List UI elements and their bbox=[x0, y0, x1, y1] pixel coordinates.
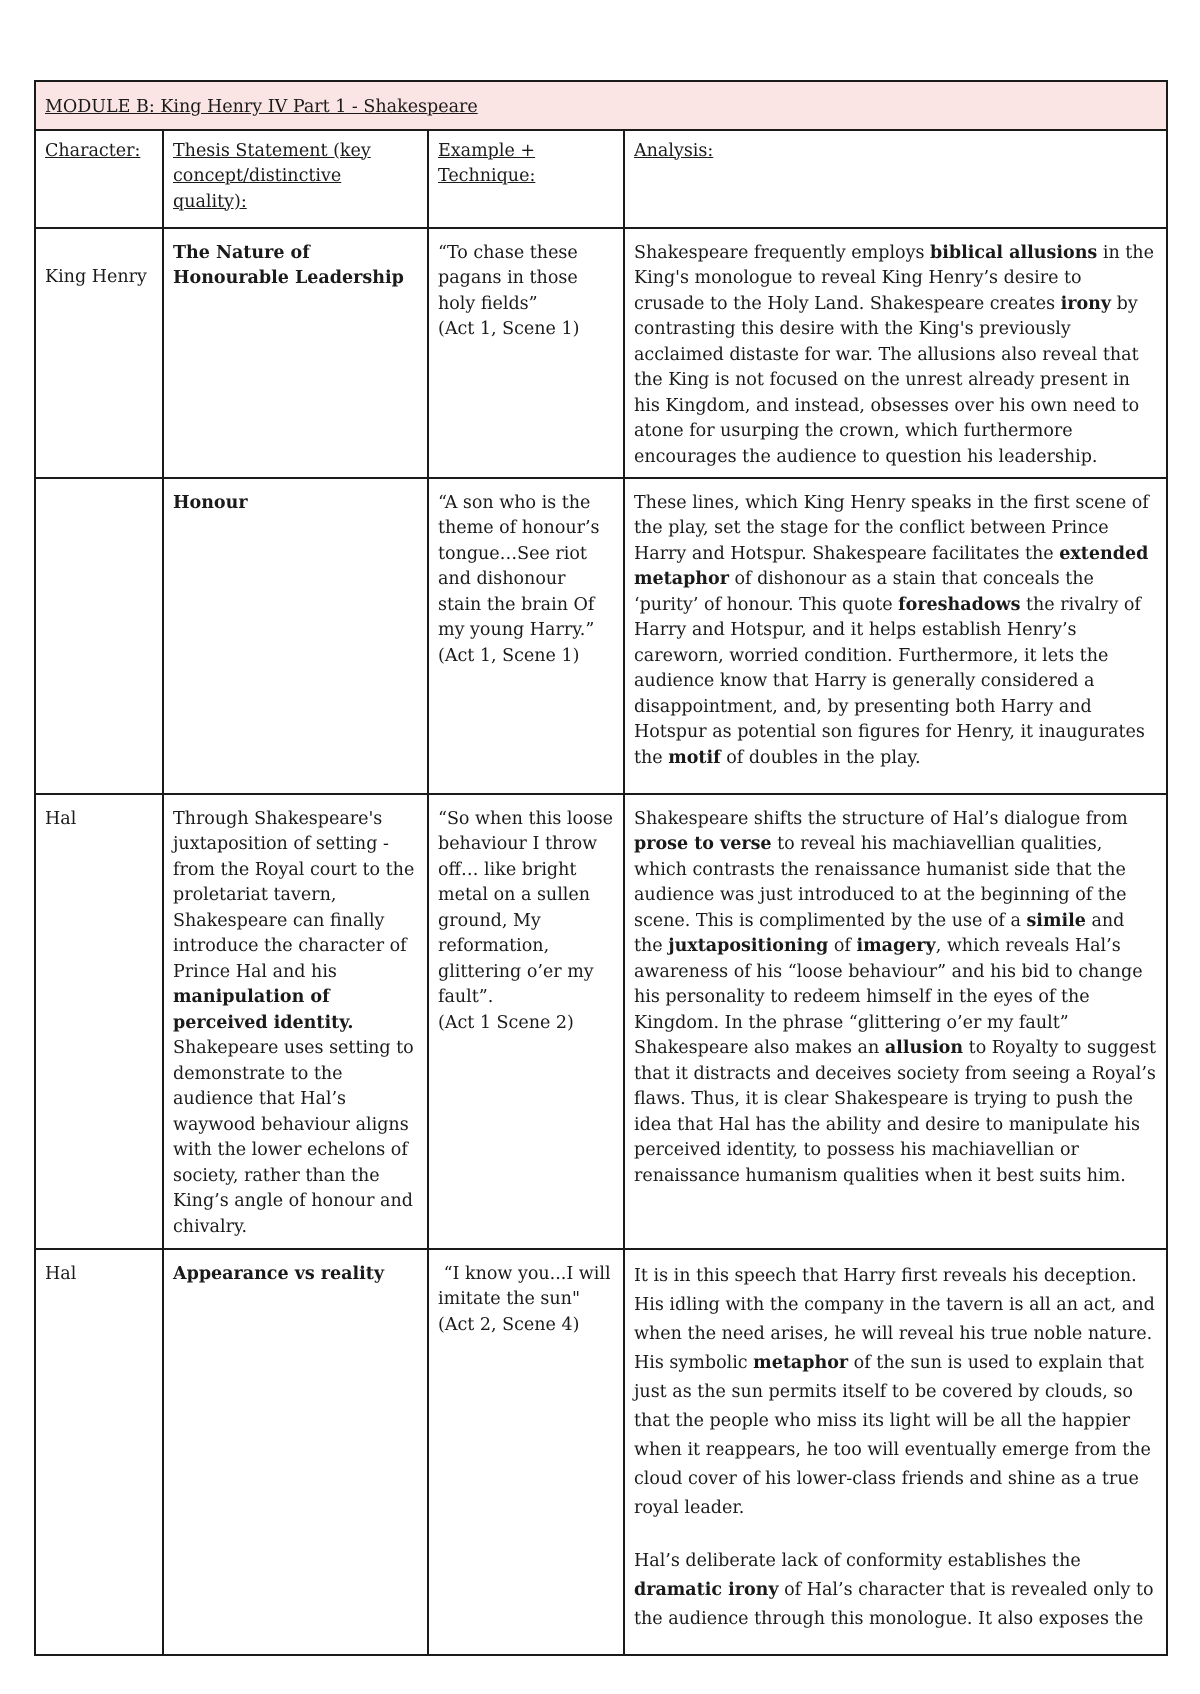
thesis-cell bbox=[163, 228, 428, 478]
text-segment: Through Shakespeare's juxtaposition of setting - from the Royal court to the proletariat tavern, Shakespeare can finally introduce the character of Prince Hal and his bbox=[173, 808, 415, 982]
thesis-cell bbox=[163, 794, 428, 1249]
character-name: King Henry bbox=[45, 266, 147, 287]
title-row bbox=[35, 81, 1167, 130]
example-cell bbox=[428, 478, 624, 794]
example-quote: “A son who is the theme of honour’s tongue…See riot and dishonour stain the brain Of my young Harry.” bbox=[438, 492, 600, 640]
bold-term: juxtapositioning bbox=[668, 936, 829, 956]
character-cell bbox=[35, 228, 163, 478]
bold-term: biblical allusions bbox=[930, 242, 1098, 263]
header-example: Example + Technique: bbox=[438, 140, 536, 186]
thesis-text: Honour bbox=[173, 492, 248, 513]
header-example-cell bbox=[428, 130, 624, 228]
analysis-text bbox=[634, 809, 1156, 1186]
header-analysis: Analysis: bbox=[634, 140, 714, 161]
example-reference: (Act 1, Scene 1) bbox=[438, 645, 580, 666]
character-cell bbox=[35, 1249, 163, 1655]
text-segment: Shakepeare uses setting to demonstrate to the audience that Hal’s waywood behaviour aligns with the lower echelons of society, rather than the King’s angle of honour and chivalry. bbox=[173, 1038, 414, 1237]
module-title: MODULE B: King Henry IV Part 1 - Shakespeare bbox=[45, 97, 478, 117]
bold-term: motif bbox=[668, 747, 721, 768]
character-name: Hal bbox=[45, 808, 77, 829]
bold-term: imagery bbox=[856, 936, 936, 956]
table-row bbox=[35, 478, 1167, 794]
text-segment: of bbox=[828, 936, 857, 956]
text-segment: Hal’s deliberate lack of conformity establishes the bbox=[634, 1550, 1081, 1571]
text-segment: It is in this speech that Harry first reveals his deception. His idling with the company in the tavern is all an act, and when the need arises, he will reveal his true noble nature. His symbolic bbox=[634, 1265, 1155, 1373]
text-segment: by contrasting this desire with the King's previously acclaimed distaste for war. The allusions also reveal that the King is not focused on the unrest already present in his Kingdom, and instead, obsesses over his own need to atone for usurping the crown, which furthermore encourages the audience to question his leadership. bbox=[634, 293, 1140, 467]
example-cell bbox=[428, 1249, 624, 1655]
text-segment: Shakespeare shifts the structure of Hal’s dialogue from bbox=[634, 808, 1128, 829]
thesis-text: The Nature of Honourable Leadership bbox=[173, 242, 404, 288]
analysis-text-continued bbox=[634, 1547, 1157, 1634]
header-thesis-cell bbox=[163, 130, 428, 228]
character-cell bbox=[35, 794, 163, 1249]
thesis-text: Appearance vs reality bbox=[173, 1263, 385, 1284]
paragraph-gap bbox=[634, 1523, 1157, 1547]
bold-term: manipulation of perceived identity. bbox=[173, 987, 354, 1033]
header-character-cell bbox=[35, 130, 163, 228]
thesis-text bbox=[173, 809, 414, 1237]
analysis-cell bbox=[624, 228, 1167, 478]
thesis-cell bbox=[163, 1249, 428, 1655]
text-segment: of Hal’s character that is revealed only to the audience through this monologue. It also exposes the bbox=[634, 1579, 1154, 1629]
bold-term: metaphor bbox=[753, 1352, 849, 1373]
analysis-cell bbox=[624, 478, 1167, 794]
bold-term: prose to verse bbox=[634, 834, 772, 854]
bold-term: simile bbox=[1026, 910, 1086, 931]
module-table bbox=[34, 80, 1168, 1656]
text-segment: of dishonour as a stain that conceals the ‘purity’ of honour. This quote bbox=[634, 569, 1094, 615]
text-segment: Shakespeare frequently employs bbox=[634, 242, 931, 263]
example-reference: (Act 2, Scene 4) bbox=[438, 1314, 580, 1335]
text-segment: and the bbox=[634, 910, 1125, 956]
text-segment: of doubles in the play. bbox=[720, 747, 921, 768]
text-segment: These lines, which King Henry speaks in the first scene of the play, set the stage for the conflict between Prince Harry and Hotspur. Shakespeare facilitates the bbox=[634, 492, 1149, 564]
table-row bbox=[35, 1249, 1167, 1655]
bold-term: extended metaphor bbox=[634, 543, 1149, 589]
bold-term: dramatic irony bbox=[634, 1579, 779, 1600]
bold-term: allusion bbox=[884, 1038, 964, 1058]
bold-term: foreshadows bbox=[898, 594, 1021, 615]
table-row bbox=[35, 794, 1167, 1249]
bold-term: irony bbox=[1060, 293, 1112, 314]
analysis-text bbox=[634, 243, 1154, 467]
thesis-cell bbox=[163, 478, 428, 794]
text-segment: to Royalty to suggest that it distracts and deceives society from seeing a Royal’s flaws. Thus, it is clear Shakespeare is trying to push the idea that Hal has the ability and desire to manipulate his perceived identity, to possess his machiavellian or renaissance humanism qualities when it best suits him. bbox=[634, 1038, 1157, 1186]
text-segment: of the sun is used to explain that just as the sun permits itself to be covered by clouds, so that the people who miss its light will be all the happier when it reappears, he too will eventually emerge from the cloud cover of his lower-class friends and shine as a true royal leader. bbox=[634, 1352, 1151, 1518]
analysis-cell bbox=[624, 1249, 1167, 1655]
title-cell bbox=[35, 81, 1167, 130]
header-analysis-cell bbox=[624, 130, 1167, 228]
analysis-text bbox=[634, 1262, 1157, 1523]
character-name: Hal bbox=[45, 1263, 77, 1284]
example-quote: “So when this loose behaviour I throw off… like bright metal on a sullen ground, My reformation, glittering o’er my fault”. bbox=[438, 808, 613, 1007]
example-reference: (Act 1, Scene 1) bbox=[438, 319, 580, 339]
header-row bbox=[35, 130, 1167, 228]
analysis-text bbox=[634, 493, 1149, 768]
header-thesis: Thesis Statement (key concept/distinctive quality): bbox=[173, 140, 371, 212]
header-character: Character: bbox=[45, 140, 141, 161]
example-cell bbox=[428, 794, 624, 1249]
text-segment: in the King's monologue to reveal King Henry’s desire to crusade to the Holy Land. Shakespeare creates bbox=[634, 242, 1154, 314]
text-segment: to reveal his machiavellian qualities, which contrasts the renaissance humanist side that the audience was just introduced to at the beginning of the scene. This is complimented by the use of a bbox=[634, 834, 1127, 931]
text-segment: , which reveals Hal’s awareness of his “loose behaviour” and his bid to change his personality to redeem himself in the eyes of the Kingdom. In the phrase “glittering o’er my fault” Shakespeare also makes an bbox=[634, 936, 1143, 1058]
example-quote: “To chase these pagans in those holy fields” bbox=[438, 242, 578, 314]
analysis-cell bbox=[624, 794, 1167, 1249]
example-quote: “I know you...I will imitate the sun" bbox=[438, 1263, 617, 1309]
example-reference: (Act 1 Scene 2) bbox=[438, 1012, 574, 1033]
text-segment: the rivalry of Harry and Hotspur, and it helps establish Henry’s careworn, worried condition. Furthermore, it lets the audience know that Harry is generally considered a disappointment, and, by presenting both Harry and Hotspur as potential son figures for Henry, it inaugurates the bbox=[634, 594, 1145, 768]
character-cell bbox=[35, 478, 163, 794]
example-cell bbox=[428, 228, 624, 478]
table-row bbox=[35, 228, 1167, 478]
